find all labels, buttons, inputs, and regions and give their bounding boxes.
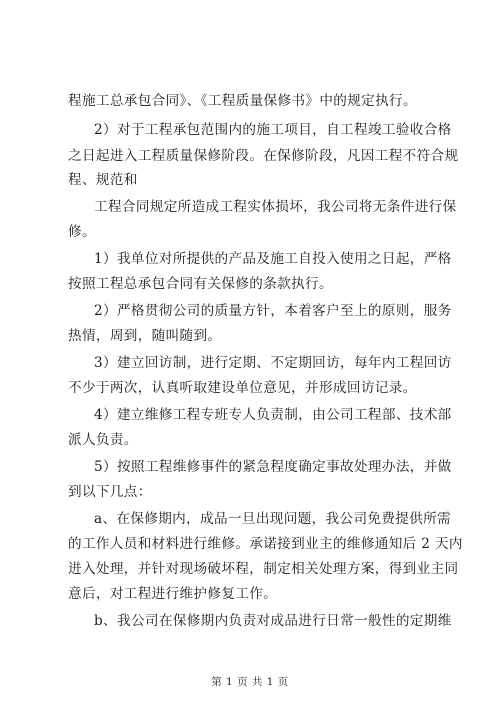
text-line: 程施工总承包合同》、《工程质量保修书》中的规定执行。 bbox=[68, 93, 417, 109]
text-line: 不少于两次，认真听取建设单位意见，并形成回访记录。 bbox=[68, 380, 417, 396]
text-line: 按照工程总承包合同有关保修的条款执行。 bbox=[68, 276, 333, 292]
text-line: 派人负责。 bbox=[68, 432, 138, 448]
text-line: 到以下几点： bbox=[68, 484, 152, 500]
text-line: 工程合同规定所造成工程实体损坏，我公司将无条件进行保 bbox=[94, 199, 457, 215]
text-line: 4）建立维修工程专班专人负责制，由公司工程部、技术部 bbox=[94, 407, 452, 423]
text-line: 意后，对工程进行维护修复工作。 bbox=[68, 586, 278, 602]
text-line: 热情，周到，随叫随到。 bbox=[68, 328, 222, 344]
text-line: 的工作人员和材料进行维修。承诺接到业主的维修通知后 2 天内 bbox=[68, 536, 463, 552]
text-line: 2）严格贯彻公司的质量方针，本着客户至上的原则，服务 bbox=[94, 303, 452, 319]
text-line: 之日起进入工程质量保修阶段。在保修阶段，凡因工程不符合规 bbox=[68, 148, 459, 164]
text-line: 5）按照工程维修事件的紧急程度确定事故处理办法，并做 bbox=[94, 459, 452, 475]
text-line: 进入处理，并针对现场破坏程，制定相关处理方案，得到业主同 bbox=[68, 561, 459, 577]
text-line: 2）对于工程承包范围内的施工项目，自工程竣工验收合格 bbox=[94, 122, 452, 138]
text-line: 程、规范和 bbox=[68, 172, 138, 188]
text-line: b、我公司在保修期内负责对成品进行日常一般性的定期维 bbox=[94, 613, 452, 629]
text-line: 修。 bbox=[68, 224, 96, 240]
page-footer: 第 1 页 共 1 页 bbox=[211, 676, 289, 688]
text-line: 3）建立回访制，进行定期、不定期回访，每年内工程回访 bbox=[94, 355, 452, 371]
text-line: 1）我单位对所提供的产品及施工自投入使用之日起，严格 bbox=[94, 251, 452, 267]
text-line: a、在保修期内，成品一旦出现问题，我公司免费提供所需 bbox=[94, 511, 452, 527]
